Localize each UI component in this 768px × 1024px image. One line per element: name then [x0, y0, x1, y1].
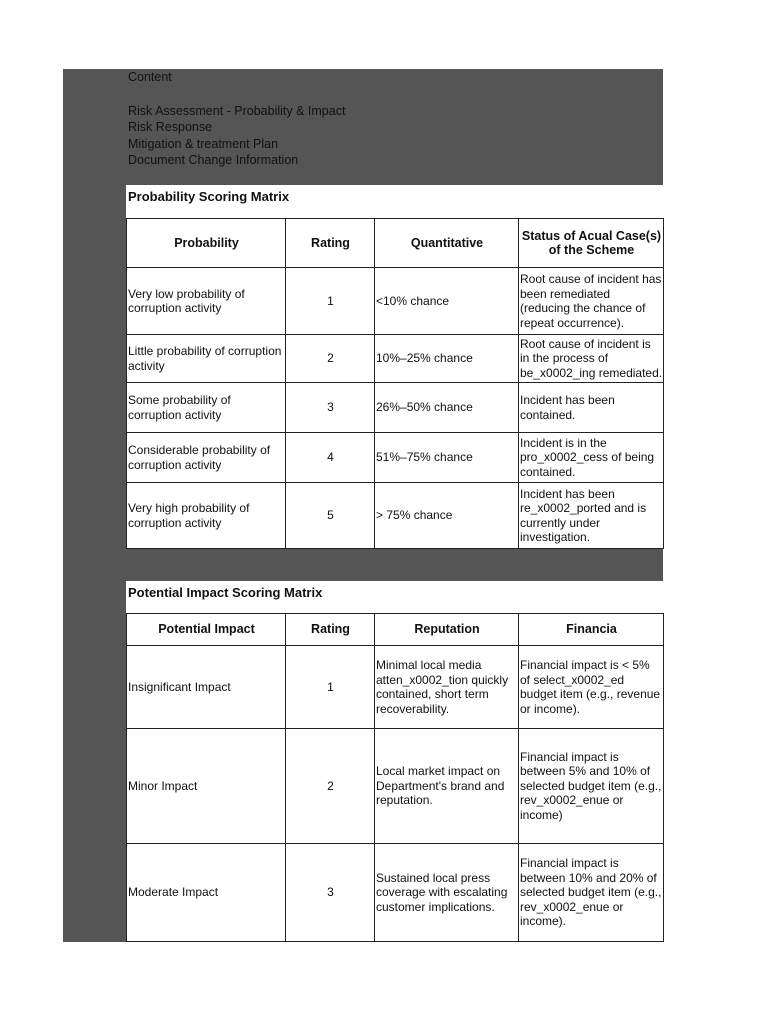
section-spacer	[126, 604, 663, 613]
quantitative-cell: <10% chance	[375, 268, 519, 335]
column-header: Rating	[286, 614, 375, 646]
toc-heading: Content	[128, 70, 172, 84]
impact-cell: Moderate Impact	[127, 844, 286, 942]
rating-cell: 4	[286, 433, 375, 483]
status-cell: Incident has been re_x0002_ported and is currently under investigation.	[519, 483, 664, 549]
column-header: Rating	[286, 219, 375, 268]
rating-cell: 2	[286, 729, 375, 844]
toc-item[interactable]: Risk Assessment - Probability & Impact	[128, 103, 346, 118]
probability-cell: Little probability of corruption activity	[127, 335, 286, 383]
column-header: Status of Acual Case(s) of the Scheme	[519, 219, 664, 268]
status-cell: Incident is in the pro_x0002_cess of being contained.	[519, 433, 664, 483]
table-row	[127, 433, 664, 483]
reputation-cell: Local market impact on Department's brand and reputation.	[375, 729, 519, 844]
rating-cell: 1	[286, 268, 375, 335]
table-row	[127, 483, 664, 549]
quantitative-cell: > 75% chance	[375, 483, 519, 549]
toc-item[interactable]: Document Change Information	[128, 153, 299, 167]
rating-cell: 2	[286, 335, 375, 383]
rating-cell: 3	[286, 844, 375, 942]
probability-cell: Very high probability of corruption activity	[127, 483, 286, 549]
table-row	[127, 646, 664, 729]
table-row	[127, 335, 664, 383]
status-cell: Root cause of incident is in the process of be_x0002_ing remediated.	[519, 335, 664, 383]
status-cell: Incident has been contained.	[519, 383, 664, 433]
table-header-row	[127, 219, 664, 268]
financial-cell: Financial impact is between 10% and 20% of selected budget item (e.g., rev_x0002_enue or income).	[519, 844, 664, 942]
column-header: Potential Impact	[127, 614, 286, 646]
probability-cell: Very low probability of corruption activity	[127, 268, 286, 335]
impact-matrix-table	[126, 613, 664, 942]
status-cell: Root cause of incident has been remediated (reducing the chance of repeat occurrence).	[519, 268, 664, 335]
quantitative-cell: 26%–50% chance	[375, 383, 519, 433]
rating-cell: 1	[286, 646, 375, 729]
probability-section-title: Probability Scoring Matrix	[126, 185, 663, 209]
column-header: Financia	[519, 614, 664, 646]
table-row	[127, 268, 664, 335]
table-row	[127, 844, 664, 942]
financial-cell: Financial impact is between 5% and 10% of selected budget item (e.g., rev_x0002_enue or income)	[519, 729, 664, 844]
rating-cell: 3	[286, 383, 375, 433]
quantitative-cell: 51%–75% chance	[375, 433, 519, 483]
financial-cell: Financial impact is < 5% of select_x0002_ed budget item (e.g., revenue or income).	[519, 646, 664, 729]
probability-cell: Considerable probability of corruption activity	[127, 433, 286, 483]
table-row	[127, 383, 664, 433]
column-header: Probability	[127, 219, 286, 268]
table-row	[127, 729, 664, 844]
probability-cell: Some probability of corruption activity	[127, 383, 286, 433]
table-of-contents	[128, 69, 345, 169]
section-spacer	[126, 209, 663, 218]
toc-item[interactable]: Risk Response	[128, 120, 213, 134]
quantitative-cell: 10%–25% chance	[375, 335, 519, 383]
impact-section-title: Potential Impact Scoring Matrix	[126, 581, 663, 604]
reputation-cell: Sustained local press coverage with escalating customer implications.	[375, 844, 519, 942]
toc-item[interactable]: Mitigation & treatment Plan	[128, 136, 279, 151]
column-header: Quantitative	[375, 219, 519, 268]
rating-cell: 5	[286, 483, 375, 549]
impact-cell: Minor Impact	[127, 729, 286, 844]
table-header-row	[127, 614, 664, 646]
impact-cell: Insignificant Impact	[127, 646, 286, 729]
probability-matrix-table	[126, 218, 664, 549]
reputation-cell: Minimal local media atten_x0002_tion quickly contained, short term recoverability.	[375, 646, 519, 729]
column-header: Reputation	[375, 614, 519, 646]
